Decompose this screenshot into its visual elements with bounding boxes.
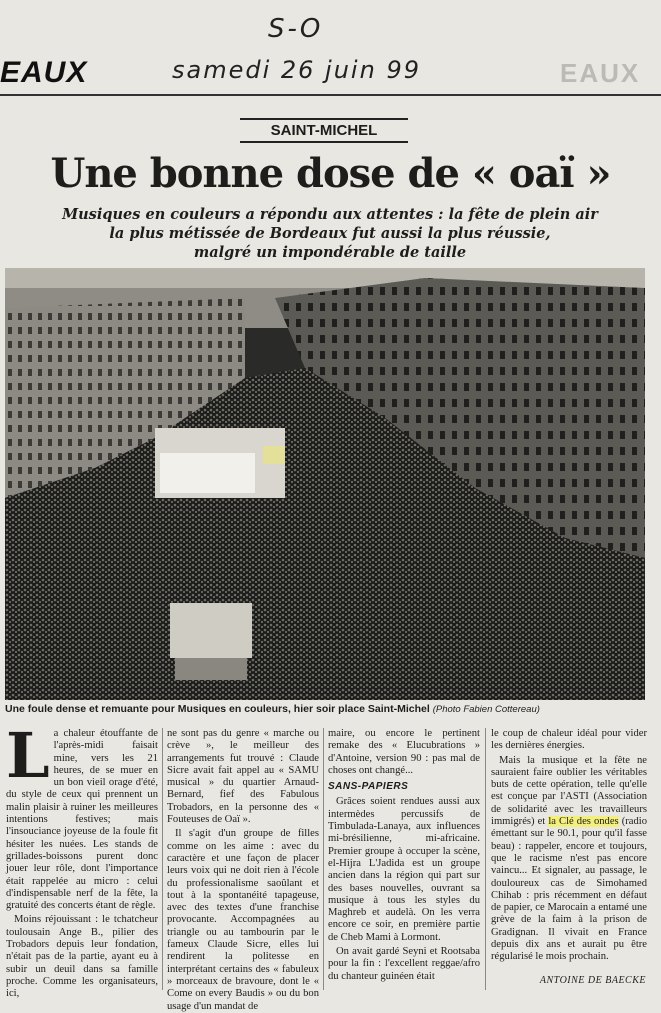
column-rule <box>485 728 486 990</box>
article-column-3 <box>328 728 480 990</box>
article-column-1 <box>6 719 158 1000</box>
body-text: Mais la musique et la fête ne sauraient faire oublier les véritables buts de cette opération, telle qu'elle est conçue par l'ASTI (Association de solidarité avec les travailleurs immigrés) et <box>491 754 647 828</box>
newspaper-name-show-through: EAUX <box>560 58 641 88</box>
photo-credit: (Photo Fabien Cottereau) <box>432 704 540 715</box>
body-paragraph: Moins réjouissant : le tchatcheur toulousain Ange B., pilier des Trobadors depuis leur fondation, n'était pas de la partie, ayant eu à subir un deuil dans sa famille proche. Comme les organisateurs, ici, <box>6 914 158 1000</box>
column-rule <box>323 728 324 990</box>
byline: ANTOINE DE BAECKE <box>539 975 646 986</box>
handwritten-date-note: samedi 26 juin 99 <box>172 56 421 84</box>
body-paragraph: Grâces soient rendues aussi aux intermèdes percussifs de Timbulada-Lanaya, aux influences mi-brésilienne, mi-africaine. Premier groupe à occuper la scène, el-Hijra L'Jadida est un groupe ancien dans la région qui part sur des bases nouvelles, ouvrant sa musique à tous les styles du Maghreb et audelà. On les verra encore ce soir, en première partie de Cheb Mami à Lormont. <box>328 796 480 943</box>
crowd-photo <box>5 268 645 700</box>
headline: Une bonne dose de « oaï » <box>50 150 611 197</box>
masthead-rule <box>0 94 661 96</box>
caption-text: Une foule dense et remuante pour Musiques en couleurs, hier soir place Saint-Michel <box>5 703 430 715</box>
drop-cap: L <box>6 719 50 792</box>
body-paragraph: On avait gardé Seyni et Rootsaba pour la fin : l'excellent reggae/afro du chanteur guinéen était <box>328 946 480 982</box>
highlighted-text: la Clé des ondes <box>548 816 619 828</box>
body-paragraph: le coup de chaleur idéal pour vider les dernières énergies. <box>491 728 647 752</box>
deck-line: la plus métissée de Bordeaux fut aussi la plus réussie, <box>109 225 551 242</box>
body-text: (radio émettant sur le 90.1, pour qu'il fasse beau) : rappeler, encore et toujours, que le racisme n'est pas encore vaincu... Et signaler, au passage, le douloureux cas de Simohamed Chihab : pris récemment en défaut de papier, ce Marocain a entamé une grève de la faim à la prison de Gradignan. Il vivait en France depuis dix ans et aurait pu être régularisé le mois prochain. <box>491 816 648 963</box>
body-paragraph: Il s'agit d'un groupe de filles comme on les aime : avec du caractère et une façon de placer leurs voix qui ne doit rien à l'école du professionalisme saoûlant et tout à la spontanéité tapageuse, avec des textes d'une franchise provocante. Accompagnées au triangle ou au tambourin par le fameux Claude Sicre, elles lui rendirent la politesse en interprétant certains des « fabuleux » morceaux de bravoure, dont le « Come on every Baudis » ou du bon usage d'un mandat de <box>167 828 319 1012</box>
body-paragraph: a chaleur étouffante de l'après-midi faisait mine, vers les 21 heures, de se muer en un bon vieil orage d'été, du style de ceux qui prennent un malin plaisir à ruiner les meilleures intentions festives; mais l'insouciance joyeuse de la foule fit hésiter les nuées. Les stands de grillades-boissons purent donc jouer leur rôle, dont l'importance était rappelée au micro : celui d'indispensable nerf de la fête, la gratuité des concerts étant de règle. <box>6 728 158 912</box>
body-paragraph: maire, ou encore le pertinent remake des « Elucubrations » d'Antoine, version 90 : pas mal de choses ont changé... <box>328 728 480 776</box>
body-paragraph: ne sont pas du genre « marche ou crève », le meilleur des arrangements fut trouvé : Claude Sicre avait fait appel au « SAMU musical » du quartier Arnaud-Bernard, fief des Fabulous Trobadors, en la personne des « Fouteuses de Oaï ». <box>167 728 319 826</box>
body-paragraph <box>491 755 647 964</box>
deck-line: Musiques en couleurs a répondu aux attentes : la fête de plein air <box>62 206 598 223</box>
deck <box>20 205 640 262</box>
section-label: SAINT-MICHEL <box>240 118 408 143</box>
deck-line: malgré un impondérable de taille <box>193 244 467 261</box>
article-column-4 <box>491 728 647 990</box>
photo-caption <box>5 703 645 715</box>
handwritten-source-note: S-O <box>268 14 324 44</box>
article-column-2 <box>167 728 319 1012</box>
column-rule <box>162 728 163 990</box>
newspaper-name: EAUX <box>0 56 88 89</box>
subhead: SANS-PAPIERS <box>328 781 409 793</box>
crowd-photo-illustration <box>5 268 645 700</box>
